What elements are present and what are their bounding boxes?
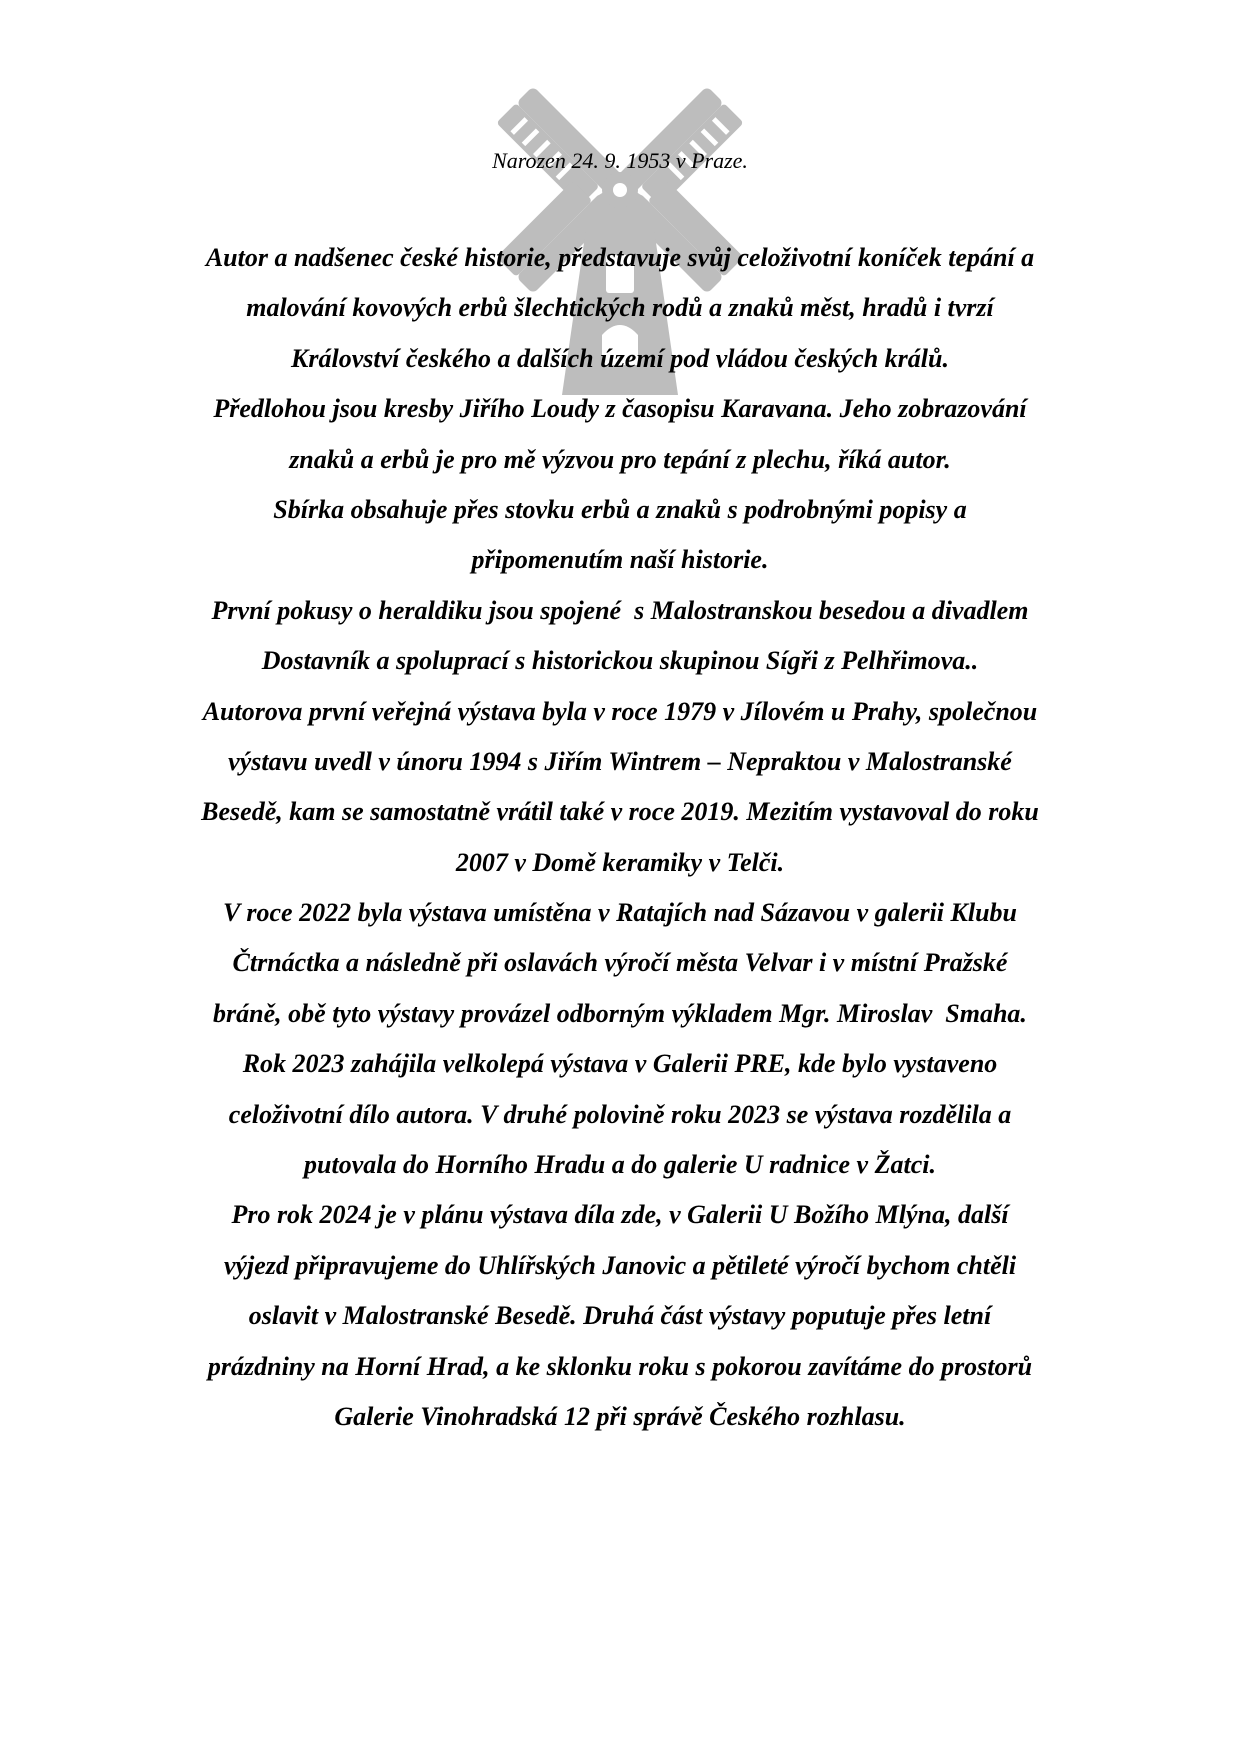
text-line: Autorova první veřejná výstava byla v roce 1979 v Jílovém u Prahy, společnou — [202, 696, 1038, 726]
text-line: připomenutím naší historie. — [471, 545, 769, 575]
text-line: Předlohou jsou kresby Jiřího Loudy z časopisu Karavana. Jeho zobrazování — [213, 394, 1027, 424]
text-line: Království českého a dalších území pod vládou českých králů. — [291, 343, 949, 373]
text-line: V roce 2022 byla výstava umístěna v Ratajích nad Sázavou v galerii Klubu — [223, 898, 1017, 928]
text-line: výstavu uvedl v únoru 1994 s Jiřím Wintrem – Nepraktou v Malostranské — [228, 746, 1012, 776]
text-line: znaků a erbů je pro mě výzvou pro tepání z plechu, říká autor. — [289, 444, 951, 474]
text-line: Besedě, kam se samostatně vrátil také v roce 2019. Mezitím vystavoval do roku — [201, 797, 1039, 827]
text-line: bráně, obě tyto výstavy provázel odborným výkladem Mgr. Miroslav Smaha. — [213, 998, 1027, 1028]
birth-note: Narozen 24. 9. 1953 v Praze. — [492, 148, 748, 173]
text-line: malování kovových erbů šlechtických rodů a znaků měst, hradů i tvrzí — [246, 293, 994, 323]
text-line: putovala do Horního Hradu a do galerie U radnice v Žatci. — [304, 1150, 936, 1180]
text-line: celoživotní dílo autora. V druhé polovině roku 2023 se výstava rozdělila a — [228, 1099, 1012, 1129]
text-line: prázdniny na Horní Hrad, a ke sklonku roku s pokorou zavítáme do prostorů — [207, 1351, 1033, 1381]
text-line: Autor a nadšenec české historie, představuje svůj celoživotní koníček tepání a — [205, 243, 1035, 272]
text-line: výjezd připravujeme do Uhlířských Janovic a pětileté výročí bychom chtěli — [223, 1250, 1017, 1280]
text-line: Čtrnáctka a následně při oslavách výročí města Velvar i v místní Pražské — [232, 948, 1008, 978]
text-line: Rok 2023 zahájila velkolepá výstava v Galerii PRE, kde bylo vystaveno — [242, 1049, 998, 1079]
biography-text — [0, 233, 1240, 1442]
text-line: Galerie Vinohradská 12 při správě Českého rozhlasu. — [334, 1401, 906, 1431]
text-line: První pokusy o heraldiku jsou spojené s Malostranskou besedou a divadlem — [211, 595, 1029, 625]
text-line: Sbírka obsahuje přes stovku erbů a znaků s podrobnými popisy a — [273, 494, 967, 524]
text-line: oslavit v Malostranské Besedě. Druhá část výstavy poputuje přes letní — [248, 1301, 992, 1331]
text-line: 2007 v Domě keramiky v Telči. — [455, 847, 785, 877]
text-line: Dostavník a spoluprací s historickou skupinou Sígři z Pelhřimova.. — [261, 646, 979, 676]
text-line: Pro rok 2024 je v plánu výstava díla zde, v Galerii U Božího Mlýna, další — [231, 1200, 1009, 1230]
